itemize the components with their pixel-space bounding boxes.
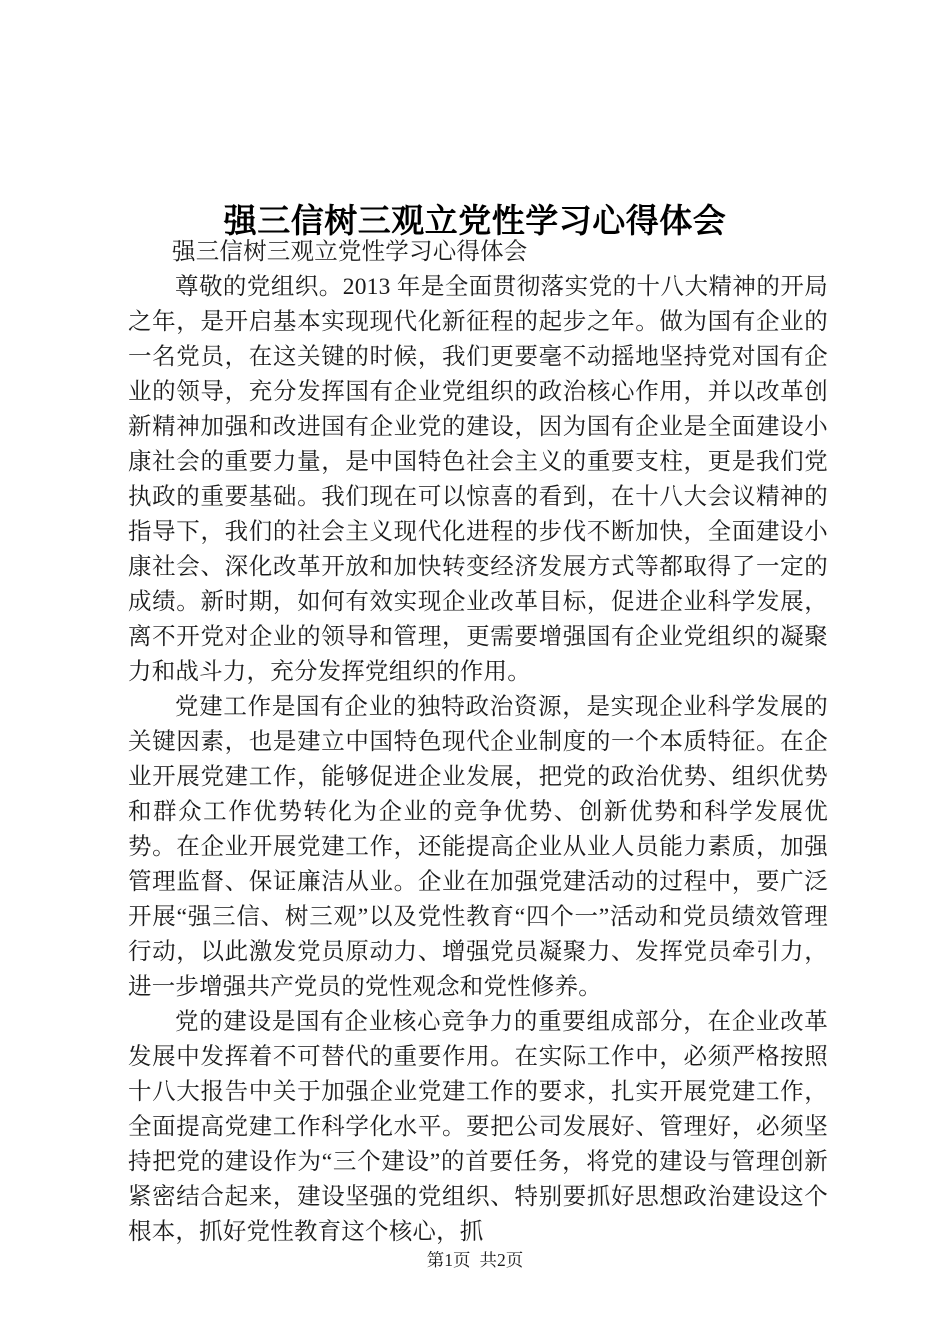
footer-total-unit: 页 [505,1250,524,1270]
footer-current-page-unit: 页 [453,1250,471,1270]
body-paragraph-2: 党建工作是国有企业的独特政治资源，是实现企业科学发展的关键因素，也是建立中国特色现代企业制度的一个本质特征。在企业开展党建工作，能够促进企业发展，把党的政治优势、组织优势和群众工作优势转化为企业的竞争优势、创新优势和科学发展优势。在企业开展党建工作，还能提高企业从业人员能力素质，加强管理监督、保证廉洁从业。企业在加强党建活动的过程中，要广泛开展“强三信、树三观”以及党性教育“四个一”活动和党员绩效管理行动，以此激发党员原动力、增强党员凝聚力、发挥党员牵引力，进一步增强共产党员的党性观念和党性修养。 [128,694,828,1000]
footer-current-page-prefix: 第 [426,1250,445,1270]
body-paragraph-3: 党的建设是国有企业核心竞争力的重要组成部分，在企业改革发展中发挥着不可替代的重要作用。在实际工作中，必须严格按照十八大报告中关于加强企业党建工作的要求，扎实开展党建工作，全面提高党建工作科学化水平。要把公司发展好、管理好，必须坚持把党的建设作为“三个建设”的首要任务，将党的建设与管理创新紧密结合起来，建设坚强的党组织、特别要抓好思想政治建设这个根本，抓好党性教育这个核心，抓 [128,1009,828,1245]
page-footer [0,1248,950,1272]
document-subtitle: 强三信树三观立党性学习心得体会 [172,239,528,265]
document-body [128,235,828,1250]
footer-current-page-number: 1 [444,1250,453,1270]
footer-total-page-number: 2 [497,1250,506,1270]
footer-total-prefix: 共 [479,1250,497,1270]
page-title: 强三信树三观立党性学习心得体会 [223,202,727,240]
body-paragraph-1: 尊敬的党组织。2013 年是全面贯彻落实党的十八大精神的开局之年，是开启基本实现现代化新征程的起步之年。做为国有企业的一名党员，在这关键的时候，我们更要毫不动摇地坚持党对国有企业的领导，充分发挥国有企业党组织的政治核心作用，并以改革创新精神加强和改进国有企业党的建设，因为国有企业是全面建设小康社会的重要力量，是中国特色社会主义的重要支柱，更是我们党执政的重要基础。我们现在可以惊喜的看到，在十八大会议精神的指导下，我们的社会主义现代化进程的步伐不断加快，全面建设小康社会、深化改革开放和加快转变经济发展方式等都取得了一定的成绩。新时期，如何有效实现企业改革目标，促进企业科学发展，离不开党对企业的领导和管理，更需要增强国有企业党组织的凝聚力和战斗力，充分发挥党组织的作用。 [128,274,828,685]
